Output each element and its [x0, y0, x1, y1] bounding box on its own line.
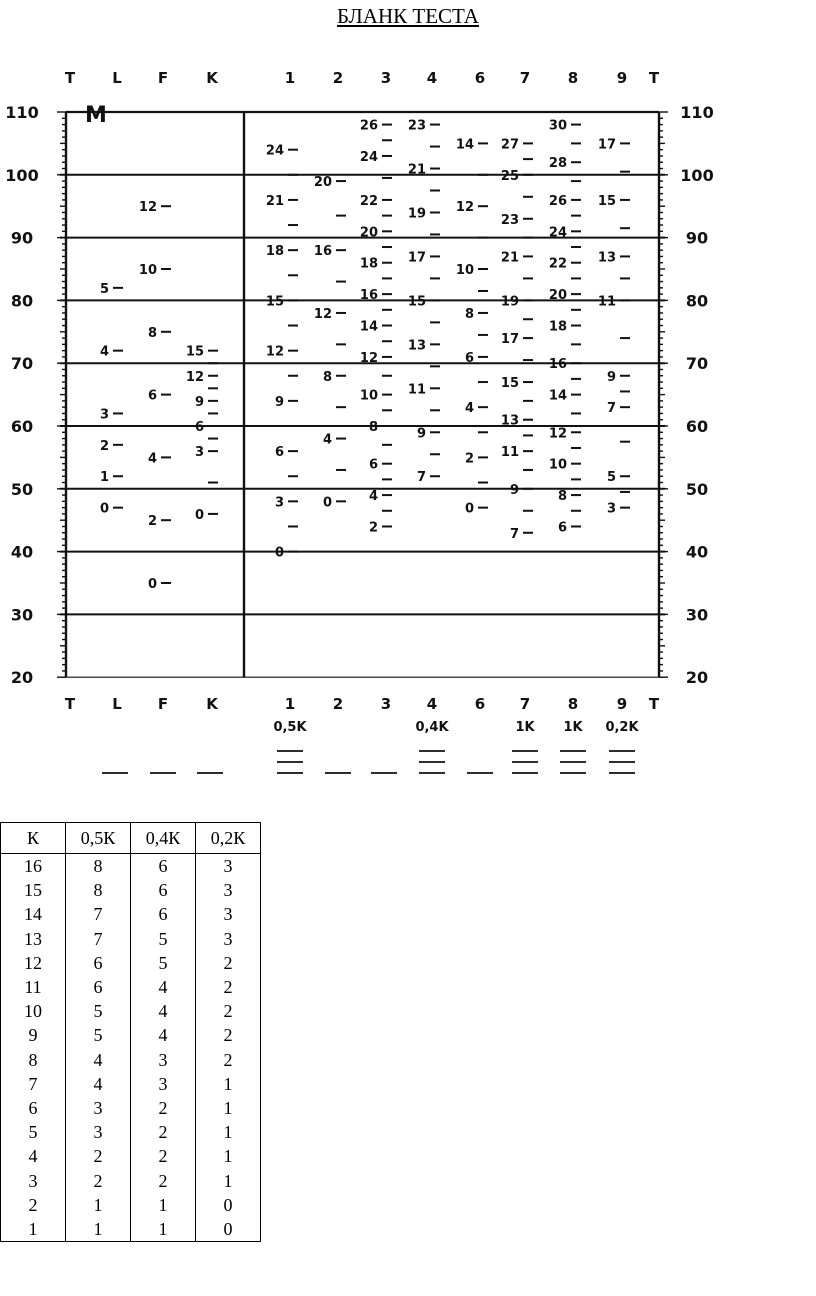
table-cell: 1	[196, 1072, 261, 1096]
scale-mark-label: 2	[99, 438, 109, 454]
top-scale-label: 1	[284, 69, 296, 87]
table-cell: 3	[196, 854, 261, 879]
scale-mark-label: 26	[359, 118, 378, 134]
table-cell: 1	[196, 1168, 261, 1192]
left-scale-label: 20	[10, 668, 34, 688]
table-row	[1, 951, 261, 975]
right-scale-label: 30	[685, 605, 709, 625]
bottom-scale-label: 2	[332, 695, 344, 713]
table-cell: 5	[131, 951, 196, 975]
scale-mark-label: 10	[138, 263, 157, 278]
table-cell: 2	[131, 1168, 196, 1192]
table-row	[1, 1193, 261, 1217]
scale-mark-label: 27	[500, 137, 519, 153]
table-cell: 0	[196, 1193, 261, 1217]
top-scale-label: F	[157, 69, 169, 87]
table-row	[1, 1120, 261, 1144]
top-scale-label: 6	[474, 69, 486, 87]
left-scale-label: 40	[10, 542, 34, 562]
scale-mark-label: 20	[313, 175, 332, 191]
table-cell: 1	[196, 1120, 261, 1144]
scale-mark-label: 9	[606, 369, 616, 385]
scale-mark-label: 28	[548, 156, 567, 172]
scale-mark-label: 8	[464, 306, 474, 322]
table-cell: 4	[131, 999, 196, 1023]
scale-mark-label: 9	[509, 482, 519, 498]
scale-mark-label: 26	[548, 193, 567, 209]
table-cell: 2	[196, 951, 261, 975]
table-cell: 5	[1, 1120, 66, 1144]
correction-label: 0,4K	[415, 720, 449, 735]
scale-mark-label: 3	[606, 501, 616, 517]
table-cell: 5	[66, 1023, 131, 1047]
table-cell: 4	[66, 1048, 131, 1072]
scale-mark-label: 7	[606, 401, 616, 417]
table-cell: 8	[66, 854, 131, 879]
table-cell: 10	[1, 999, 66, 1023]
scale-mark-label: 12	[548, 426, 567, 442]
scale-mark-label: 6	[464, 350, 474, 366]
table-cell: 0	[196, 1217, 261, 1242]
scale-mark-label: 3	[99, 407, 109, 423]
top-scale-label: 8	[567, 69, 579, 87]
table-cell: 4	[131, 975, 196, 999]
header-k: К	[1, 823, 66, 854]
scale-mark-label: 13	[500, 413, 519, 429]
table-row	[1, 975, 261, 999]
header-05k: 0,5К	[66, 823, 131, 854]
right-scale-label: 70	[685, 354, 709, 374]
bottom-scale-label: 9	[616, 695, 628, 713]
scale-mark-label: 21	[407, 162, 426, 178]
scale-mark-label: 12	[185, 369, 204, 385]
scale-mark-label: 18	[359, 256, 378, 272]
scale-mark-label: 9	[416, 426, 426, 442]
top-scale-label: 3	[380, 69, 392, 87]
scale-mark-label: 5	[99, 281, 109, 297]
bottom-scale-label: 8	[567, 695, 579, 713]
scale-mark-label: 10	[359, 388, 378, 404]
scale-mark-label: 14	[455, 137, 474, 153]
scale-mark-label: 15	[185, 344, 204, 360]
scale-mark-label: 17	[597, 137, 616, 153]
bottom-scale-label: 6	[474, 695, 486, 713]
table-row	[1, 1217, 261, 1242]
scale-mark-label: 12	[313, 306, 332, 322]
table-row	[1, 1168, 261, 1192]
table-cell: 4	[1, 1144, 66, 1168]
scale-mark-label: 15	[407, 294, 426, 310]
scale-mark-label: 6	[368, 457, 378, 473]
table-cell: 2	[1, 1193, 66, 1217]
right-scale-label: 40	[685, 542, 709, 562]
scale-mark-label: 11	[597, 294, 616, 310]
table-cell: 16	[1, 854, 66, 879]
table-cell: 1	[66, 1217, 131, 1242]
table-row	[1, 902, 261, 926]
scale-mark-label: 21	[265, 193, 284, 209]
right-scale-label: 50	[685, 479, 709, 499]
top-scale-label: K	[206, 69, 218, 87]
scale-mark-label: 23	[500, 212, 519, 228]
table-row	[1, 854, 261, 879]
scale-mark-label: 19	[407, 206, 426, 222]
table-cell: 5	[66, 999, 131, 1023]
table-cell: 3	[66, 1120, 131, 1144]
correction-label: 0,5K	[273, 720, 307, 735]
scale-mark-label: 10	[455, 263, 474, 278]
scale-mark-label: 30	[548, 118, 567, 134]
scale-mark-label: 24	[265, 143, 284, 159]
table-cell: 1	[196, 1096, 261, 1120]
bottom-scale-label: 4	[426, 695, 438, 713]
table-cell: 3	[1, 1168, 66, 1192]
table-cell: 8	[1, 1048, 66, 1072]
scale-mark-label: 20	[359, 225, 378, 241]
scale-mark-label: 2	[464, 451, 474, 467]
scale-mark-label: 18	[265, 244, 284, 260]
table-row	[1, 1023, 261, 1047]
scale-mark-label: 8	[557, 489, 567, 505]
scale-mark-label: 18	[548, 319, 567, 335]
table-cell: 8	[66, 878, 131, 902]
table-cell: 7	[1, 1072, 66, 1096]
table-cell: 13	[1, 927, 66, 951]
scale-mark-label: 6	[194, 420, 204, 435]
scale-mark-label: 11	[500, 445, 519, 461]
bottom-scale-label: 3	[380, 695, 392, 713]
table-row	[1, 1072, 261, 1096]
section-label-m: M	[85, 103, 107, 128]
table-row	[1, 878, 261, 902]
table-cell: 2	[196, 1048, 261, 1072]
table-cell: 6	[131, 854, 196, 879]
table-cell: 6	[66, 951, 131, 975]
table-cell: 15	[1, 878, 66, 902]
left-scale-label: 110	[5, 103, 39, 122]
bottom-scale-label: L	[112, 695, 122, 713]
correction-label: 1K	[515, 720, 535, 735]
table-cell: 14	[1, 902, 66, 926]
table-cell: 1	[1, 1217, 66, 1242]
scale-mark-label: 7	[416, 470, 426, 486]
scale-mark-label: 3	[194, 445, 204, 461]
table-cell: 2	[196, 999, 261, 1023]
table-cell: 1	[196, 1144, 261, 1168]
table-cell: 2	[66, 1144, 131, 1168]
scale-mark-label: 22	[548, 256, 567, 272]
header-02k: 0,2К	[196, 823, 261, 854]
bottom-scale-label: T	[64, 695, 76, 713]
scale-mark-label: 12	[455, 200, 474, 216]
top-scale-label: T	[648, 69, 660, 87]
scale-mark-label: 0	[464, 501, 474, 517]
table-cell: 2	[196, 975, 261, 999]
table-cell: 3	[131, 1048, 196, 1072]
table-cell: 11	[1, 975, 66, 999]
header-04k: 0,4К	[131, 823, 196, 854]
scale-mark-label: 13	[407, 338, 426, 354]
right-scale-label: 60	[685, 417, 709, 436]
top-scale-label: 9	[616, 69, 628, 87]
scale-mark-label: 20	[548, 288, 567, 304]
top-scale-label: T	[64, 69, 76, 87]
correction-label: 1K	[563, 720, 583, 735]
scale-mark-label: 4	[368, 489, 378, 505]
left-scale-label: 90	[10, 228, 34, 248]
table-cell: 7	[66, 927, 131, 951]
scale-mark-label: 8	[322, 369, 332, 385]
page-title: БЛАНК ТЕСТА	[337, 4, 479, 28]
table-row	[1, 1144, 261, 1168]
scale-mark-label: 11	[407, 382, 426, 398]
table-cell: 3	[196, 878, 261, 902]
bottom-scale-label: 7	[519, 695, 531, 713]
table-row	[1, 1048, 261, 1072]
right-scale-label: 90	[685, 228, 709, 248]
scale-mark-label: 8	[368, 420, 378, 435]
scale-mark-label: 13	[597, 250, 616, 266]
table-cell: 2	[131, 1096, 196, 1120]
bottom-scale-label: K	[206, 695, 218, 713]
scale-mark-label: 9	[274, 394, 284, 410]
scale-mark-label: 0	[147, 577, 157, 592]
table-cell: 3	[196, 902, 261, 926]
table-cell: 6	[131, 878, 196, 902]
scale-mark-label: 7	[509, 526, 519, 542]
profile-chart	[0, 55, 816, 795]
left-scale-label: 70	[10, 354, 34, 374]
left-scale-label: 100	[5, 165, 39, 185]
scale-mark-label: 3	[274, 495, 284, 511]
scale-mark-label: 12	[359, 350, 378, 366]
table-cell: 1	[131, 1193, 196, 1217]
scale-mark-label: 12	[138, 200, 157, 216]
scale-mark-label: 24	[359, 149, 378, 165]
left-scale-label: 30	[10, 605, 34, 625]
scale-mark-label: 14	[548, 388, 567, 404]
scale-mark-label: 17	[500, 332, 519, 348]
scale-mark-label: 15	[500, 376, 519, 392]
table-cell: 1	[66, 1193, 131, 1217]
top-scale-label: 4	[426, 69, 438, 87]
top-scale-label: 2	[332, 69, 344, 87]
scale-mark-label: 2	[147, 514, 157, 530]
scale-mark-label: 19	[500, 294, 519, 310]
left-scale-label: 80	[10, 291, 34, 311]
scale-mark-label: 6	[147, 388, 157, 404]
scale-mark-label: 9	[194, 394, 204, 410]
table-cell: 7	[66, 902, 131, 926]
scale-mark-label: 0	[322, 495, 332, 511]
scale-mark-label: 1	[99, 470, 109, 486]
table-cell: 4	[66, 1072, 131, 1096]
table-cell: 2	[66, 1168, 131, 1192]
table-cell: 1	[131, 1217, 196, 1242]
scale-mark-label: 15	[265, 294, 284, 310]
scale-mark-label: 5	[606, 470, 616, 486]
right-scale-label: 80	[685, 291, 709, 311]
table-row	[1, 999, 261, 1023]
scale-mark-label: 24	[548, 225, 567, 241]
table-cell: 9	[1, 1023, 66, 1047]
table-cell: 4	[131, 1023, 196, 1047]
scale-mark-label: 25	[500, 168, 519, 184]
right-scale-label: 100	[680, 165, 714, 185]
scale-mark-label: 2	[368, 520, 378, 536]
scale-mark-label: 4	[464, 401, 474, 417]
table-row	[1, 927, 261, 951]
table-row	[1, 1096, 261, 1120]
scale-mark-label: 15	[597, 193, 616, 209]
scale-mark-label: 17	[407, 250, 426, 266]
table-cell: 2	[131, 1120, 196, 1144]
right-scale-label: 20	[685, 668, 709, 688]
bottom-scale-label: F	[157, 695, 169, 713]
correction-label: 0,2K	[605, 720, 639, 735]
bottom-scale-label: 1	[284, 695, 296, 713]
scale-mark-label: 16	[313, 244, 332, 260]
scale-mark-label: 6	[557, 520, 567, 536]
scale-mark-label: 4	[99, 344, 109, 360]
left-scale-label: 50	[10, 479, 34, 499]
table-cell: 3	[66, 1096, 131, 1120]
scale-mark-label: 6	[274, 445, 284, 461]
right-scale-label: 110	[680, 103, 714, 122]
scale-mark-label: 21	[500, 250, 519, 266]
table-header-row	[1, 823, 261, 854]
left-scale-label: 60	[10, 417, 34, 436]
scale-mark-label: 4	[147, 451, 157, 467]
top-scale-label: 7	[519, 69, 531, 87]
table-cell: 12	[1, 951, 66, 975]
correction-table	[0, 822, 261, 1242]
scale-mark-label: 12	[265, 344, 284, 360]
scale-mark-label: 14	[359, 319, 378, 335]
table-cell: 2	[131, 1144, 196, 1168]
scale-mark-label: 0	[99, 501, 109, 517]
scale-mark-label: 16	[359, 288, 378, 304]
table-cell: 3	[196, 927, 261, 951]
scale-mark-label: 10	[548, 457, 567, 473]
table-cell: 5	[131, 927, 196, 951]
table-cell: 2	[196, 1023, 261, 1047]
table-cell: 6	[1, 1096, 66, 1120]
scale-mark-label: 0	[274, 545, 284, 561]
scale-mark-label: 4	[322, 432, 332, 448]
table-cell: 6	[131, 902, 196, 926]
scale-mark-label: 22	[359, 193, 378, 209]
scale-mark-label: 8	[147, 325, 157, 341]
table-cell: 6	[66, 975, 131, 999]
bottom-scale-label: T	[648, 695, 660, 713]
top-scale-label: L	[112, 69, 122, 87]
scale-mark-label: 16	[548, 357, 567, 373]
scale-mark-label: 0	[194, 507, 204, 523]
scale-mark-label: 23	[407, 118, 426, 134]
table-cell: 3	[131, 1072, 196, 1096]
